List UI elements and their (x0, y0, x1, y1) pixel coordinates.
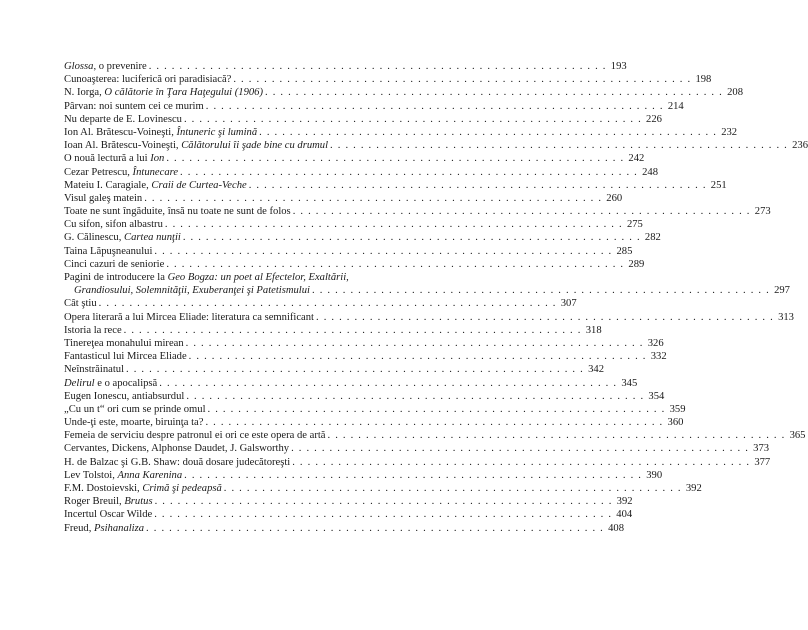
toc-entry (64, 429, 806, 442)
toc-entry-title (64, 390, 184, 403)
toc-entry-title (64, 311, 314, 324)
toc-title-text: H. de Balzac şi G.B. Shaw: două dosare judecătoreşti (64, 456, 291, 468)
toc-leader-dots: . . . . . . . . . . . . . . . . . . . . . . . . . . . . . . . . . . . . . . . . . . . . . . . . . . . . . . . . . . . . (265, 87, 723, 99)
toc-entry-title (64, 126, 257, 139)
toc-title-italic: Ion (150, 153, 165, 165)
toc-entry (64, 311, 794, 324)
toc-leader-dots: . . . . . . . . . . . . . . . . . . . . . . . . . . . . . . . . . . . . . . . . . . . . . . . . . . . . . . . . . . . . (164, 219, 623, 231)
toc-title-text: Fantasticul lui Mircea Eliade (64, 351, 187, 363)
toc-title-italic: O călătorie în Ţara Haţegului (1906) (104, 87, 264, 99)
toc-leader-dots: . . . . . . . . . . . . . . . . . . . . . . . . . . . . . . . . . . . . . . . . . . . . . . . . . . . . . . . . . . . . (159, 377, 618, 389)
toc-leader-dots: . . . . . . . . . . . . . . . . . . . . . . . . . . . . . . . . . . . . . . . . . . . . . . . . . . . . . . . . . . . . (166, 153, 625, 165)
toc-entry-title (64, 442, 289, 455)
toc-entry (64, 258, 645, 271)
toc-title-text: Mateiu I. Caragiale, (64, 179, 152, 191)
toc-entry-title (64, 508, 152, 521)
toc-entry-title (64, 429, 326, 442)
toc-entry-title (64, 205, 291, 218)
toc-leader-dots: . . . . . . . . . . . . . . . . . . . . . . . . . . . . . . . . . . . . . . . . . . . . . . . . . . . . . . . . . . . . (223, 483, 682, 494)
toc-page-number: 297 (774, 285, 790, 297)
toc-title-italic: Întunecare (132, 166, 179, 178)
toc-entry (64, 508, 633, 521)
toc-page-number: 248 (642, 166, 659, 178)
toc-entry (64, 337, 664, 350)
toc-leader-dots: . . . . . . . . . . . . . . . . . . . . . . . . . . . . . . . . . . . . . . . . . . . . . . . . . . . . . . . . . . . . (184, 469, 643, 481)
toc-title-text: Toate ne sunt îngăduite, însă nu toate ne sunt de folos (64, 206, 291, 218)
toc-page-number: 345 (621, 377, 638, 389)
toc-entry-title (64, 337, 184, 350)
toc-leader-dots: . . . . . . . . . . . . . . . . . . . . . . . . . . . . . . . . . . . . . . . . . . . . . . . . . . . . . . . . . . . . (330, 140, 789, 152)
toc-page-number: 408 (608, 522, 625, 534)
toc-entry-title (64, 495, 153, 508)
toc-entry-title (64, 139, 328, 152)
toc-title-text: O nouă lectură a lui (64, 153, 151, 165)
toc-entry-title (64, 284, 310, 297)
toc-title-text: Istoria la rece (64, 324, 122, 336)
toc-entry-title (64, 416, 203, 429)
toc-title-text: Cinci cazuri de seniorie (64, 258, 165, 270)
toc-title-italic: Crimă şi pedeapsă (142, 483, 222, 494)
toc-page-number: 359 (669, 403, 686, 415)
toc-entry (64, 284, 790, 297)
toc-entry-title (64, 245, 152, 258)
toc-page-number: 275 (626, 219, 643, 231)
toc-title-text: Eugen Ionescu, antiabsurdul (64, 390, 185, 402)
toc-title-italic: Cartea nunţii (124, 232, 181, 244)
toc-title-italic: Grandiosului, Solemnităţii, Exuberanţei şi Patetismului (74, 285, 310, 297)
toc-entry (64, 377, 638, 390)
toc-entry-title (64, 73, 231, 86)
toc-page-number: 214 (667, 100, 684, 112)
toc-leader-dots: . . . . . . . . . . . . . . . . . . . . . . . . . . . . . . . . . . . . . . . . . . . . . . . . . . . . . . . . . . . . (188, 351, 647, 363)
toc-title-text: Roger Breuil, (64, 496, 125, 508)
toc-leader-dots: . . . . . . . . . . . . . . . . . . . . . . . . . . . . . . . . . . . . . . . . . . . . . . . . . . . . . . . . . . . . (154, 509, 613, 521)
toc-entry (64, 166, 659, 179)
toc-entry-title (64, 324, 122, 337)
toc-entry (64, 60, 627, 73)
toc-title-italic: Anna Karenina (117, 469, 183, 481)
toc-entry (64, 205, 771, 218)
toc-title-text: Pagini de introducere la (64, 272, 168, 283)
toc-leader-dots: . . . . . . . . . . . . . . . . . . . . . . . . . . . . . . . . . . . . . . . . . . . . . . . . . . . . . . . . . . . . (180, 166, 639, 178)
toc-title-text: Opera literară a lui Mircea Eliade: literatura ca semnificant (64, 311, 314, 323)
toc-entry (64, 495, 633, 508)
toc-entry-title (64, 113, 182, 126)
toc-title-text: Cât ştiu (64, 298, 97, 310)
toc-page-number: 282 (644, 232, 661, 244)
toc-title-italic: Geo Bogza: un poet al Efectelor, Exaltării, (167, 272, 349, 283)
toc-title-text: Incertul Oscar Wilde (64, 509, 153, 521)
toc-entry-title (64, 482, 222, 495)
toc-entry (64, 350, 667, 363)
toc-page-number: 354 (648, 390, 665, 402)
toc-entry (64, 86, 743, 99)
toc-page-number: 198 (695, 74, 712, 86)
toc-title-text: Freud, (64, 522, 95, 534)
toc-title-text: Cunoaşterea: luciferică ori paradisiacă? (64, 74, 232, 86)
toc-title-text: Visul galeş matein (64, 192, 143, 204)
toc-page-number: 313 (778, 311, 794, 323)
toc-title-text: Ion Al. Brătescu-Voineşti, (64, 126, 177, 138)
toc-entry-title (64, 179, 247, 192)
toc-entry-title (64, 377, 157, 390)
toc-entry-title (64, 363, 124, 376)
toc-entry (64, 231, 661, 244)
toc-title-text: , o prevenire (93, 61, 147, 72)
toc-page-number: 404 (616, 509, 633, 521)
toc-title-text: Cu sifon, sifon albastru (64, 219, 163, 231)
toc-page-number: 226 (646, 113, 662, 125)
toc-title-text: Ioan Al. Brătescu-Voineşti, (64, 140, 182, 152)
toc-entry-title (64, 403, 206, 416)
toc-page-number: 208 (727, 87, 743, 99)
toc-entry-title (64, 297, 97, 310)
toc-entry (64, 522, 625, 535)
toc-title-italic: Craii de Curtea-Veche (151, 179, 247, 191)
toc-page-number: 332 (650, 351, 667, 363)
toc-leader-dots: . . . . . . . . . . . . . . . . . . . . . . . . . . . . . . . . . . . . . . . . . . . . . . . . . . . . . . . . . . . . (185, 337, 644, 349)
toc-entry (64, 469, 663, 482)
toc-page-number: 318 (585, 324, 602, 336)
toc-entry (64, 139, 808, 152)
toc-page-number: 307 (560, 298, 577, 310)
toc-entry (64, 73, 712, 86)
toc-entry-title (64, 522, 144, 535)
toc-entry-title (64, 192, 142, 205)
toc-page-number: 236 (792, 140, 808, 152)
toc-title-text: e o apocalipsă (94, 377, 158, 389)
toc-page-number: 326 (647, 337, 664, 349)
toc-entry (64, 113, 662, 126)
toc-entry-title (64, 152, 164, 165)
toc-title-text: Neînstrăinatul (64, 364, 125, 376)
toc-leader-dots: . . . . . . . . . . . . . . . . . . . . . . . . . . . . . . . . . . . . . . . . . . . . . . . . . . . . . . . . . . . . (166, 258, 625, 270)
toc-page-number: 260 (606, 192, 623, 204)
toc-entry (64, 416, 684, 429)
toc-entry-title (64, 86, 263, 99)
toc-leader-dots: . . . . . . . . . . . . . . . . . . . . . . . . . . . . . . . . . . . . . . . . . . . . . . . . . . . . . . . . . . . . (144, 192, 603, 204)
toc-page-number: 251 (710, 179, 727, 191)
toc-entry-title (64, 456, 290, 469)
toc-title-italic: Întuneric şi lumină (176, 126, 258, 138)
toc-entry (64, 179, 727, 192)
toc-leader-dots: . . . . . . . . . . . . . . . . . . . . . . . . . . . . . . . . . . . . . . . . . . . . . . . . . . . . . . . . . . . . (126, 364, 584, 376)
toc-entry-title (64, 350, 187, 363)
toc-page-number: 373 (753, 443, 770, 455)
toc-entry-title (64, 60, 147, 73)
toc-leader-dots: . . . . . . . . . . . . . . . . . . . . . . . . . . . . . . . . . . . . . . . . . . . . . . . . . . . . . . . . . . . . (259, 126, 718, 138)
toc-entry (64, 390, 665, 403)
toc-entry (64, 218, 643, 231)
toc-title-text: F.M. Dostoievski, (64, 483, 143, 494)
toc-title-text: Nu departe de E. Lovinescu (64, 113, 182, 125)
toc-entry (64, 297, 577, 310)
toc-page-number: 273 (754, 206, 771, 218)
toc-title-text: Cervantes, Dickens, Alphonse Daudet, J. Galsworthy (64, 443, 290, 455)
toc-entry (64, 456, 771, 469)
toc-page-number: 232 (721, 126, 738, 138)
toc-title-italic: Brutus (124, 496, 153, 508)
toc-leader-dots: . . . . . . . . . . . . . . . . . . . . . . . . . . . . . . . . . . . . . . . . . . . . . . . . . . . . . . . . . . . . (292, 206, 751, 218)
toc-entry (64, 126, 738, 139)
toc-leader-dots: . . . . . . . . . . . . . . . . . . . . . . . . . . . . . . . . . . . . . . . . . . . . . . . . . . . . . . . . . . . . (233, 74, 692, 86)
toc-title-text: Taina Lăpuşneanului (64, 245, 153, 257)
toc-leader-dots: . . . . . . . . . . . . . . . . . . . . . . . . . . . . . . . . . . . . . . . . . . . . . . . . . . . . . . . . . . . . (98, 298, 557, 310)
toc-page-number: 377 (754, 456, 771, 468)
toc-title-text: Femeia de serviciu despre patronul ei ori ce este opera de artă (64, 430, 326, 442)
toc-page-number: 285 (616, 245, 633, 257)
toc-leader-dots: . . . . . . . . . . . . . . . . . . . . . . . . . . . . . . . . . . . . . . . . . . . . . . . . . . . . . . . . . . . . (154, 245, 613, 257)
toc-entry-title (64, 218, 163, 231)
toc-title-italic: Glossa (64, 61, 94, 72)
toc-title-text: N. Iorga, (64, 87, 105, 99)
toc-title-italic: Delirul (64, 377, 95, 389)
toc-leader-dots: . . . . . . . . . . . . . . . . . . . . . . . . . . . . . . . . . . . . . . . . . . . . . . . . . . . . . . . . . . . . (327, 430, 786, 442)
toc-title-text: „Cu un t“ ori cum se prinde omul (64, 403, 206, 415)
toc-title-text: Cezar Petrescu, (64, 166, 133, 178)
toc-leader-dots: . . . . . . . . . . . . . . . . . . . . . . . . . . . . . . . . . . . . . . . . . . . . . . . . . . . . . . . . . . . . (207, 403, 666, 415)
toc-entry (64, 271, 349, 284)
toc-leader-dots: . . . . . . . . . . . . . . . . . . . . . . . . . . . . . . . . . . . . . . . . . . . . . . . . . . . . . . . . . . . . (291, 443, 750, 455)
toc-page-number: 392 (616, 496, 633, 508)
toc-page-number: 242 (628, 153, 645, 165)
toc-leader-dots: . . . . . . . . . . . . . . . . . . . . . . . . . . . . . . . . . . . . . . . . . . . . . . . . . . . . . . . . . . . . (312, 285, 770, 297)
toc-entry (64, 100, 684, 113)
toc-entry (64, 482, 702, 495)
toc-leader-dots: . . . . . . . . . . . . . . . . . . . . . . . . . . . . . . . . . . . . . . . . . . . . . . . . . . . . . . . . . . . . (292, 456, 751, 468)
toc-page-number: 193 (610, 61, 627, 72)
toc-leader-dots: . . . . . . . . . . . . . . . . . . . . . . . . . . . . . . . . . . . . . . . . . . . . . . . . . . . . . . . . . . . . (123, 324, 582, 336)
toc-page-number: 390 (646, 469, 663, 481)
toc-page-number: 360 (667, 417, 684, 429)
toc-leader-dots: . . . . . . . . . . . . . . . . . . . . . . . . . . . . . . . . . . . . . . . . . . . . . . . . . . . . . . . . . . . . (146, 522, 605, 534)
toc-title-text: Unde-ţi este, moarte, biruinţa ta? (64, 417, 204, 429)
toc-page-number: 289 (628, 258, 645, 270)
toc-entry-title (64, 100, 204, 113)
toc-entry (64, 324, 602, 337)
toc-leader-dots: . . . . . . . . . . . . . . . . . . . . . . . . . . . . . . . . . . . . . . . . . . . . . . . . . . . . . . . . . . . . (186, 390, 645, 402)
toc-leader-dots: . . . . . . . . . . . . . . . . . . . . . . . . . . . . . . . . . . . . . . . . . . . . . . . . . . . . . . . . . . . . (183, 113, 642, 125)
toc-title-text: G. Călinescu, (64, 232, 125, 244)
toc-leader-dots: . . . . . . . . . . . . . . . . . . . . . . . . . . . . . . . . . . . . . . . . . . . . . . . . . . . . . . . . . . . . (205, 417, 664, 429)
table-of-contents (64, 60, 808, 535)
toc-page-number: 365 (789, 430, 806, 442)
toc-entry-title (64, 469, 182, 482)
toc-leader-dots: . . . . . . . . . . . . . . . . . . . . . . . . . . . . . . . . . . . . . . . . . . . . . . . . . . . . . . . . . . . . (248, 179, 707, 191)
toc-title-text: Lev Tolstoi, (64, 469, 118, 481)
toc-page-number: 342 (588, 364, 604, 376)
toc-entry-title (64, 258, 164, 271)
toc-title-italic: Psihanaliza (94, 522, 145, 534)
toc-title-italic: Călătorului îi şade bine cu drumul (181, 140, 329, 152)
toc-title-text: Pârvan: noi suntem cei ce murim (64, 100, 204, 112)
toc-leader-dots: . . . . . . . . . . . . . . . . . . . . . . . . . . . . . . . . . . . . . . . . . . . . . . . . . . . . . . . . . . . . (154, 496, 613, 508)
toc-entry (64, 442, 770, 455)
toc-entry-title (64, 271, 349, 284)
toc-entry-title (64, 231, 181, 244)
toc-entry-title (64, 166, 178, 179)
toc-entry (64, 192, 623, 205)
toc-leader-dots: . . . . . . . . . . . . . . . . . . . . . . . . . . . . . . . . . . . . . . . . . . . . . . . . . . . . . . . . . . . . (148, 61, 607, 72)
toc-entry (64, 403, 686, 416)
toc-page-number: 392 (685, 483, 702, 494)
toc-leader-dots: . . . . . . . . . . . . . . . . . . . . . . . . . . . . . . . . . . . . . . . . . . . . . . . . . . . . . . . . . . . . (316, 311, 774, 323)
toc-entry (64, 152, 645, 165)
toc-leader-dots: . . . . . . . . . . . . . . . . . . . . . . . . . . . . . . . . . . . . . . . . . . . . . . . . . . . . . . . . . . . . (182, 232, 641, 244)
toc-title-text: Tinereţea monahului mirean (64, 337, 184, 349)
toc-leader-dots: . . . . . . . . . . . . . . . . . . . . . . . . . . . . . . . . . . . . . . . . . . . . . . . . . . . . . . . . . . . . (205, 100, 664, 112)
toc-entry (64, 363, 604, 376)
toc-entry (64, 245, 633, 258)
